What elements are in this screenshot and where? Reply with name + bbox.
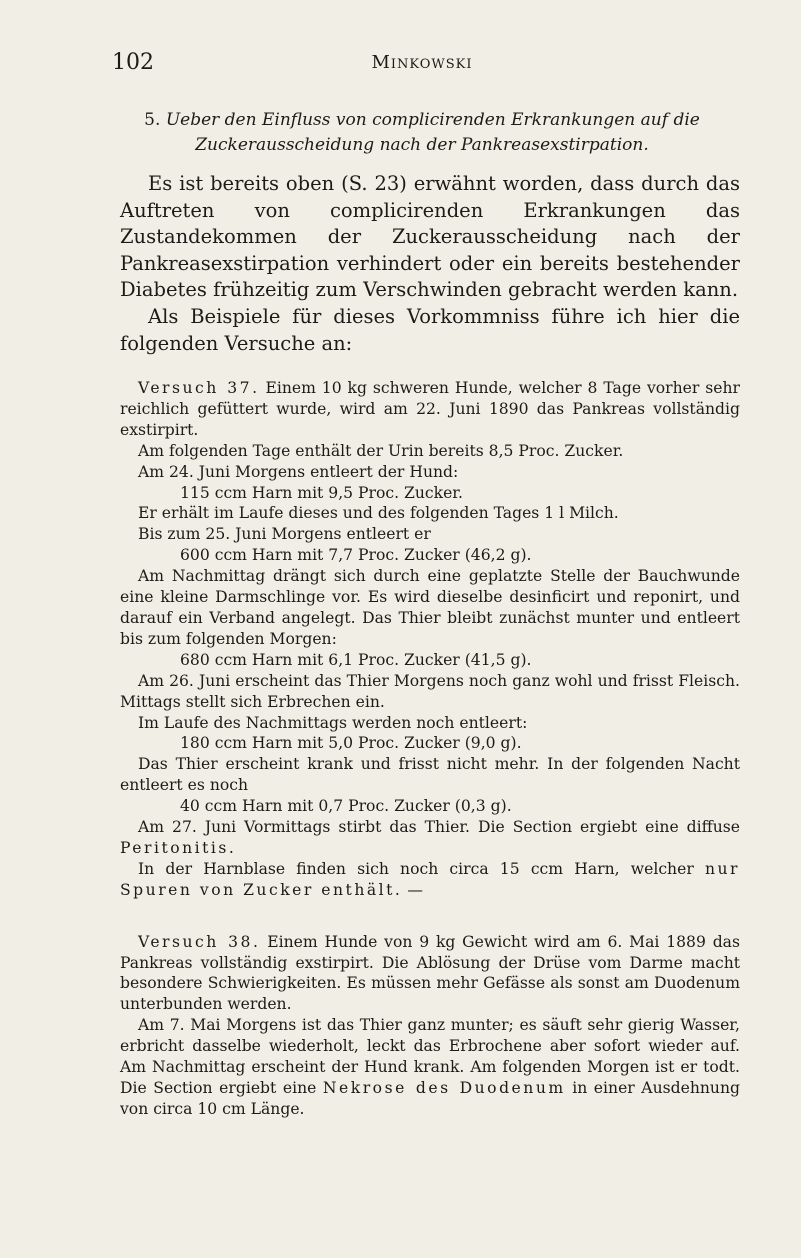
measurement-line: 40 ccm Harn mit 0,7 Proc. Zucker (0,3 g).: [180, 797, 512, 816]
versuch-37-label: Versuch 37.: [138, 379, 260, 397]
protocol-paragraph: Am 26. Juni erscheint das Thier Morgens noch ganz wohl und frisst Fleisch. Mittags stellt sich Erbrechen ein.: [120, 671, 740, 711]
intro-text: [120, 171, 740, 357]
section-number: 5.: [144, 110, 161, 130]
protocol-paragraph: Am 7. Mai Morgens ist das Thier ganz munter; es säuft sehr gierig Wasser, erbricht dasselbe wiederholt, leckt das Erbrochene aber sofort wieder auf. Am Nachmittag erscheint der Hund krank. Am folgenden Morgen ist er todt. Die Section ergiebt eine Nekrose des Duodenum in einer Ausdehnung von circa 10 cm Länge.: [120, 1016, 740, 1118]
intro-paragraph: Als Beispiele für dieses Vorkommniss führe ich hier die folgenden Versuche an:: [120, 304, 740, 355]
measurement-line: 600 ccm Harn mit 7,7 Proc. Zucker (46,2 g).: [180, 546, 532, 565]
finding-trace-sugar: nur Spuren von Zucker enthält.: [120, 859, 740, 899]
intro-paragraph: Es ist bereits oben (S. 23) erwähnt worden, dass durch das Auftreten von complicirenden Erkrankungen das Zustandekommen der Zuckerausscheidung nach der Pankreasexstirpation verhindert oder ein bereits bestehender Diabetes frühzeitig zum Verschwinden gebracht werden kann.: [120, 172, 740, 302]
protocol-line: Am 24. Juni Morgens entleert der Hund:: [138, 462, 459, 481]
section-title-text: Ueber den Einfluss von complicirenden Erkrankungen auf die Zuckerausscheidung nach der Pankreasexstirpation.: [165, 110, 700, 155]
page-number: 102: [112, 50, 154, 75]
versuch-38-label: Versuch 38.: [138, 932, 261, 951]
measurement-line: 180 ccm Harn mit 5,0 Proc. Zucker (9,0 g).: [180, 734, 522, 753]
protocol-paragraph: Am 27. Juni Vormittags stirbt das Thier. Die Section ergiebt eine diffuse Peritonitis.: [120, 818, 740, 857]
protocol-line: Bis zum 25. Juni Morgens entleert er: [138, 525, 431, 544]
page-header: [112, 50, 732, 78]
protocol-paragraph: Das Thier erscheint krank und frisst nicht mehr. In der folgenden Nacht entleert es noch: [120, 755, 740, 795]
experiment-protocols: [120, 378, 740, 1120]
running-head: Minkowski: [371, 52, 473, 73]
measurement-line: 115 ccm Harn mit 9,5 Proc. Zucker.: [180, 483, 464, 502]
protocol-paragraph: In der Harnblase finden sich noch circa 15 ccm Harn, welcher nur Spuren von Zucker enthält. —: [120, 859, 740, 899]
protocol-line: Am folgenden Tage enthält der Urin bereits 8,5 Proc. Zucker.: [138, 441, 624, 460]
diagnosis-necrosis: Nekrose des Duodenum: [322, 1079, 566, 1097]
protocol-line: Im Laufe des Nachmittags werden noch entleert:: [138, 713, 528, 732]
diagnosis-peritonitis: Peritonitis.: [120, 838, 237, 857]
versuch-37-opening: Versuch 37. Einem 10 kg schweren Hunde, welcher 8 Tage vorher sehr reichlich gefüttert wurde, wird am 22. Juni 1890 das Pankreas vollständig exstirpirt.: [120, 379, 740, 439]
versuch-38-opening: Versuch 38. Einem Hunde von 9 kg Gewicht wird am 6. Mai 1889 das Pankreas vollständig exstirpirt. Die Ablösung der Drüse vom Darme macht besondere Schwierigkeiten. Es müssen mehr Gefässe als sonst am Duodenum unterbunden werden.: [120, 932, 740, 1014]
measurement-line: 680 ccm Harn mit 6,1 Proc. Zucker (41,5 g).: [180, 650, 532, 669]
section-title: [112, 108, 732, 158]
protocol-paragraph: Am Nachmittag drängt sich durch eine geplatzte Stelle der Bauchwunde eine kleine Darmschlinge vor. Es wird dieselbe desinficirt und reponirt, und darauf ein Verband angelegt. Das Thier bleibt zunächst munter und entleert bis zum folgenden Morgen:: [120, 567, 740, 648]
protocol-line: Er erhält im Laufe dieses und des folgenden Tages 1 l Milch.: [138, 504, 619, 523]
